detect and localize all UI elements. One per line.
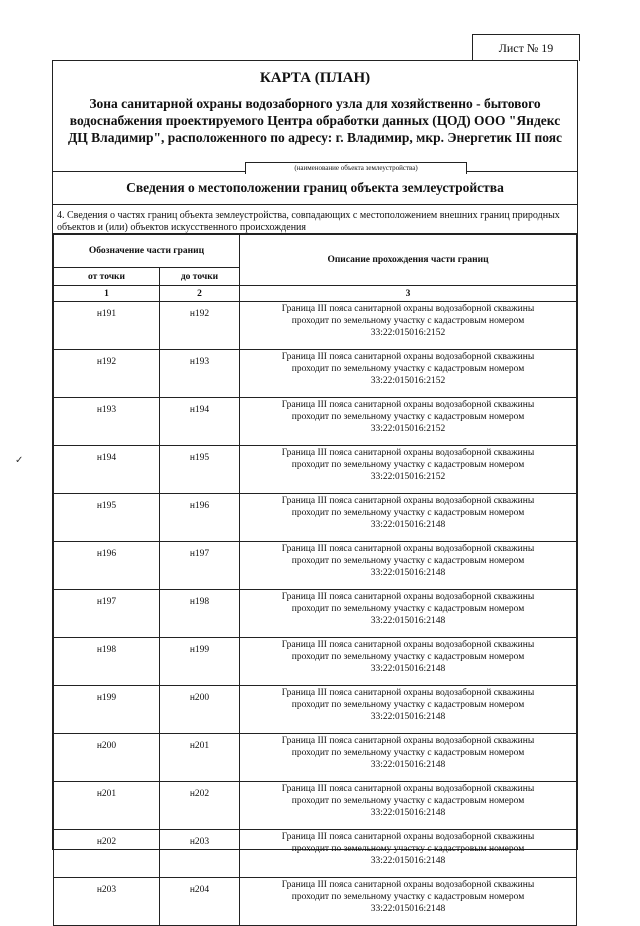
table-row: [54, 590, 577, 638]
description-line: Граница III пояса санитарной охраны водозаборной скважины: [281, 400, 535, 410]
table-row: [54, 494, 577, 542]
description-line: проходит по земельному участку с кадастровым номером: [291, 652, 525, 662]
point-to: н198: [160, 590, 240, 638]
table-row: [54, 878, 577, 926]
point-from: н201: [54, 782, 160, 830]
description-line: проходит по земельному участку с кадастровым номером: [291, 604, 525, 614]
table-row: [54, 302, 577, 350]
point-to: н203: [160, 830, 240, 878]
table-row: [54, 638, 577, 686]
document-title: КАРТА (ПЛАН): [259, 70, 371, 86]
point-to: н202: [160, 782, 240, 830]
boundary-description: [240, 782, 577, 830]
description-line: Граница III пояса санитарной охраны водозаборной скважины: [281, 352, 535, 362]
boundary-description: [240, 686, 577, 734]
description-line: проходит по земельному участку с кадастровым номером: [291, 412, 525, 422]
boundary-description: [240, 542, 577, 590]
boundary-description: [240, 734, 577, 782]
description-line: 33:22:015016:2148: [370, 568, 446, 578]
description-line: 33:22:015016:2148: [370, 712, 446, 722]
description-line: Граница III пояса санитарной охраны водозаборной скважины: [281, 832, 535, 842]
boundary-description: [240, 590, 577, 638]
document-subtitle: Зона санитарной охраны водозаборного узла для хозяйственно - бытового водоснабжения проектируемого Центра обработки данных (ЦОД) ООО "Яндекс ДЦ Владимир", расположенного по адресу: г. Владимир, мкр. Энергетик III пояс: [67, 96, 563, 145]
point-from: н203: [54, 878, 160, 926]
point-from: н193: [54, 398, 160, 446]
table-row: [54, 398, 577, 446]
description-line: 33:22:015016:2148: [370, 760, 446, 770]
description-line: проходит по земельному участку с кадастровым номером: [291, 316, 525, 326]
document-frame: [52, 60, 578, 914]
boundary-description: [240, 446, 577, 494]
description-line: проходит по земельному участку с кадастровым номером: [291, 508, 525, 518]
point-to: н199: [160, 638, 240, 686]
description-line: проходит по земельному участку с кадастровым номером: [291, 700, 525, 710]
document-header: [53, 61, 577, 172]
description-line: проходит по земельному участку с кадастровым номером: [291, 460, 525, 470]
description-line: 33:22:015016:2148: [370, 664, 446, 674]
description-line: Граница III пояса санитарной охраны водозаборной скважины: [281, 640, 535, 650]
table-row: [54, 830, 577, 878]
point-to: н204: [160, 878, 240, 926]
description-line: Граница III пояса санитарной охраны водозаборной скважины: [281, 736, 535, 746]
point-from: н194: [54, 446, 160, 494]
point-to: н197: [160, 542, 240, 590]
description-line: Граница III пояса санитарной охраны водозаборной скважины: [281, 688, 535, 698]
description-line: проходит по земельному участку с кадастровым номером: [291, 748, 525, 758]
scan-mark: ✓: [15, 455, 24, 466]
object-caption: (наименование объекта землеустройства): [245, 162, 467, 174]
description-line: проходит по земельному участку с кадастровым номером: [291, 892, 525, 902]
col-to-number: 2: [160, 286, 240, 302]
description-line: 33:22:015016:2152: [370, 328, 446, 338]
description-line: Граница III пояса санитарной охраны водозаборной скважины: [281, 496, 535, 506]
description-line: 33:22:015016:2152: [370, 472, 446, 482]
point-from: н191: [54, 302, 160, 350]
description-line: Граница III пояса санитарной охраны водозаборной скважины: [281, 304, 535, 314]
boundary-description: [240, 830, 577, 878]
point-to: н194: [160, 398, 240, 446]
point-to: н200: [160, 686, 240, 734]
section-title: Сведения о местоположении границ объекта землеустройства: [53, 172, 577, 205]
boundary-description: [240, 878, 577, 926]
point-to: н195: [160, 446, 240, 494]
col-from-number: 1: [54, 286, 160, 302]
point-to: н192: [160, 302, 240, 350]
boundary-description: [240, 398, 577, 446]
description-line: 33:22:015016:2152: [370, 376, 446, 386]
description-line: Граница III пояса санитарной охраны водозаборной скважины: [281, 448, 535, 458]
point-from: н200: [54, 734, 160, 782]
point-from: н192: [54, 350, 160, 398]
boundary-description: [240, 302, 577, 350]
boundary-description: [240, 350, 577, 398]
description-line: 33:22:015016:2148: [370, 808, 446, 818]
description-line: проходит по земельному участку с кадастровым номером: [291, 556, 525, 566]
col-from-header: от точки: [54, 268, 160, 286]
point-from: н198: [54, 638, 160, 686]
description-line: проходит по земельному участку с кадастровым номером: [291, 844, 525, 854]
boundary-table: [53, 234, 577, 926]
sheet-number: Лист № 19: [472, 34, 580, 61]
table-row: [54, 734, 577, 782]
point-from: н199: [54, 686, 160, 734]
col-group-header: Обозначение части границ: [54, 235, 240, 268]
table-row: [54, 782, 577, 830]
point-to: н196: [160, 494, 240, 542]
boundary-description: [240, 638, 577, 686]
point-from: н197: [54, 590, 160, 638]
description-line: 33:22:015016:2148: [370, 856, 446, 866]
description-line: проходит по земельному участку с кадастровым номером: [291, 796, 525, 806]
table-row: [54, 446, 577, 494]
description-line: 33:22:015016:2148: [370, 616, 446, 626]
point-from: н195: [54, 494, 160, 542]
description-line: Граница III пояса санитарной охраны водозаборной скважины: [281, 592, 535, 602]
table-row: [54, 542, 577, 590]
description-line: Граница III пояса санитарной охраны водозаборной скважины: [281, 880, 535, 890]
point-to: н201: [160, 734, 240, 782]
section-note: 4. Сведения о частях границ объекта землеустройства, совпадающих с местоположением внешних границ природных объектов и (или) объектов искусственного происхождения: [53, 205, 577, 234]
description-line: Граница III пояса санитарной охраны водозаборной скважины: [281, 784, 535, 794]
col-desc-number: 3: [240, 286, 577, 302]
point-from: н202: [54, 830, 160, 878]
point-to: н193: [160, 350, 240, 398]
boundary-description: [240, 494, 577, 542]
description-line: Граница III пояса санитарной охраны водозаборной скважины: [281, 544, 535, 554]
point-from: н196: [54, 542, 160, 590]
description-line: 33:22:015016:2148: [370, 904, 446, 914]
col-desc-header: Описание прохождения части границ: [240, 235, 577, 286]
description-line: проходит по земельному участку с кадастровым номером: [291, 364, 525, 374]
description-line: 33:22:015016:2152: [370, 424, 446, 434]
col-to-header: до точки: [160, 268, 240, 286]
description-line: 33:22:015016:2148: [370, 520, 446, 530]
table-row: [54, 350, 577, 398]
table-row: [54, 686, 577, 734]
